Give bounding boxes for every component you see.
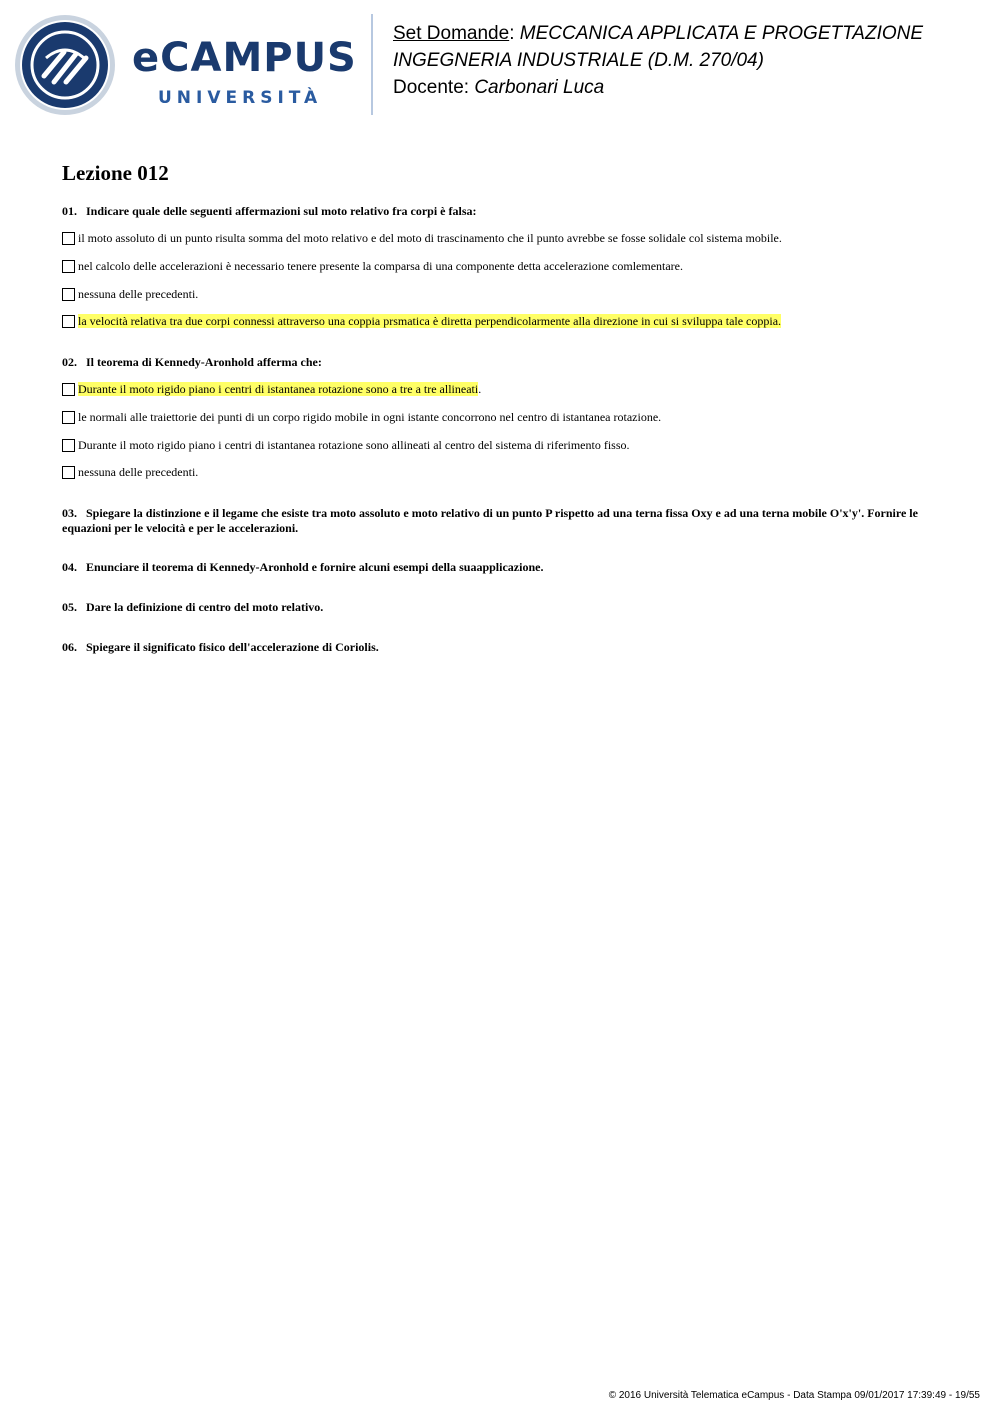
page-header [0, 0, 1000, 130]
option-row [62, 409, 962, 425]
header-divider [371, 14, 373, 115]
brand-subtitle: UNIVERSITÀ [158, 88, 323, 108]
question-number: 02. [62, 355, 77, 369]
option-text: nel calcolo delle accelerazioni è necessario tenere presente la comparsa di una componente detta accelerazione comlementare. [78, 259, 683, 273]
question-02 [62, 355, 942, 370]
question-number: 04. [62, 560, 77, 574]
option-row [62, 230, 962, 246]
lesson-title: Lezione 012 [62, 161, 169, 185]
option-suffix: . [478, 382, 482, 396]
answer-checkbox[interactable] [62, 288, 75, 301]
option-text: Durante il moto rigido piano i centri di istantanea rotazione sono allineati al centro del sistema di riferimento fisso. [78, 438, 630, 452]
answer-checkbox[interactable] [62, 466, 75, 479]
question-01 [62, 204, 942, 219]
ecampus-seal-icon [14, 14, 116, 116]
set-line [393, 20, 983, 47]
question-text: Dare la definizione di centro del moto relativo. [86, 600, 324, 614]
option-text-highlighted: la velocità relativa tra due corpi connessi attraverso una coppia prsmatica è diretta perpendicolarmente alla direzione in cui si sviluppa tale coppia. [78, 314, 782, 328]
question-text: Il teorema di Kennedy-Aronhold afferma che: [86, 355, 322, 369]
question-05 [62, 600, 942, 615]
question-04 [62, 560, 942, 575]
option-text: nessuna delle precedenti. [78, 287, 199, 301]
question-number: 05. [62, 600, 77, 614]
set-separator: : [509, 23, 515, 44]
question-text: Spiegare il significato fisico dell'accelerazione di Coriolis. [86, 640, 379, 654]
option-text: le normali alle traiettorie dei punti di un corpo rigido mobile in ogni istante concorrono nel centro di istantanea rotazione. [78, 410, 662, 424]
option-row [62, 464, 962, 480]
question-text: Enunciare il teorema di Kennedy-Aronhold e fornire alcuni esempi della suaapplicazione. [86, 560, 544, 574]
answer-checkbox[interactable] [62, 232, 75, 245]
question-06 [62, 640, 942, 655]
teacher-line [393, 74, 983, 101]
answer-checkbox[interactable] [62, 439, 75, 452]
option-row [62, 437, 962, 453]
answer-checkbox[interactable] [62, 315, 75, 328]
answer-checkbox[interactable] [62, 411, 75, 424]
option-text: il moto assoluto di un punto risulta somma del moto relativo e del moto di trascinamento che il punto avrebbe se fosse solidale col sistema mobile. [78, 231, 782, 245]
teacher-label: Docente: [393, 77, 470, 98]
option-row [62, 313, 962, 329]
page-footer: © 2016 Università Telematica eCampus - Data Stampa 09/01/2017 17:39:49 - 19/55 [608, 1390, 980, 1401]
answer-checkbox[interactable] [62, 383, 75, 396]
question-03 [62, 506, 942, 536]
option-text-highlighted: Durante il moto rigido piano i centri di istantanea rotazione sono a tre a tre allineati [78, 382, 479, 396]
option-row [62, 258, 962, 274]
teacher-name: Carbonari Luca [474, 77, 605, 98]
question-number: 01. [62, 204, 77, 218]
answer-checkbox[interactable] [62, 260, 75, 273]
question-number: 06. [62, 640, 77, 654]
option-row [62, 286, 962, 302]
brand-name: eCAMPUS [132, 35, 357, 81]
question-text: Indicare quale delle seguenti affermazioni sul moto relativo fra corpi è falsa: [86, 204, 477, 218]
option-text: nessuna delle precedenti. [78, 465, 199, 479]
question-text: Spiegare la distinzione e il legame che esiste tra moto assoluto e moto relativo di un punto P rispetto ad una terna fissa Oxy e ad una terna mobile O'x'y'. Fornire le equazioni per le velocità e per le accelerazioni. [62, 506, 918, 535]
header-info [393, 20, 983, 101]
set-label: Set Domande [393, 23, 510, 44]
question-number: 03. [62, 506, 77, 520]
option-row [62, 381, 962, 397]
set-title-line1: MECCANICA APPLICATA E PROGETTAZIONE [519, 23, 924, 44]
set-title-line2: INGEGNERIA INDUSTRIALE (D.M. 270/04) [393, 50, 764, 71]
